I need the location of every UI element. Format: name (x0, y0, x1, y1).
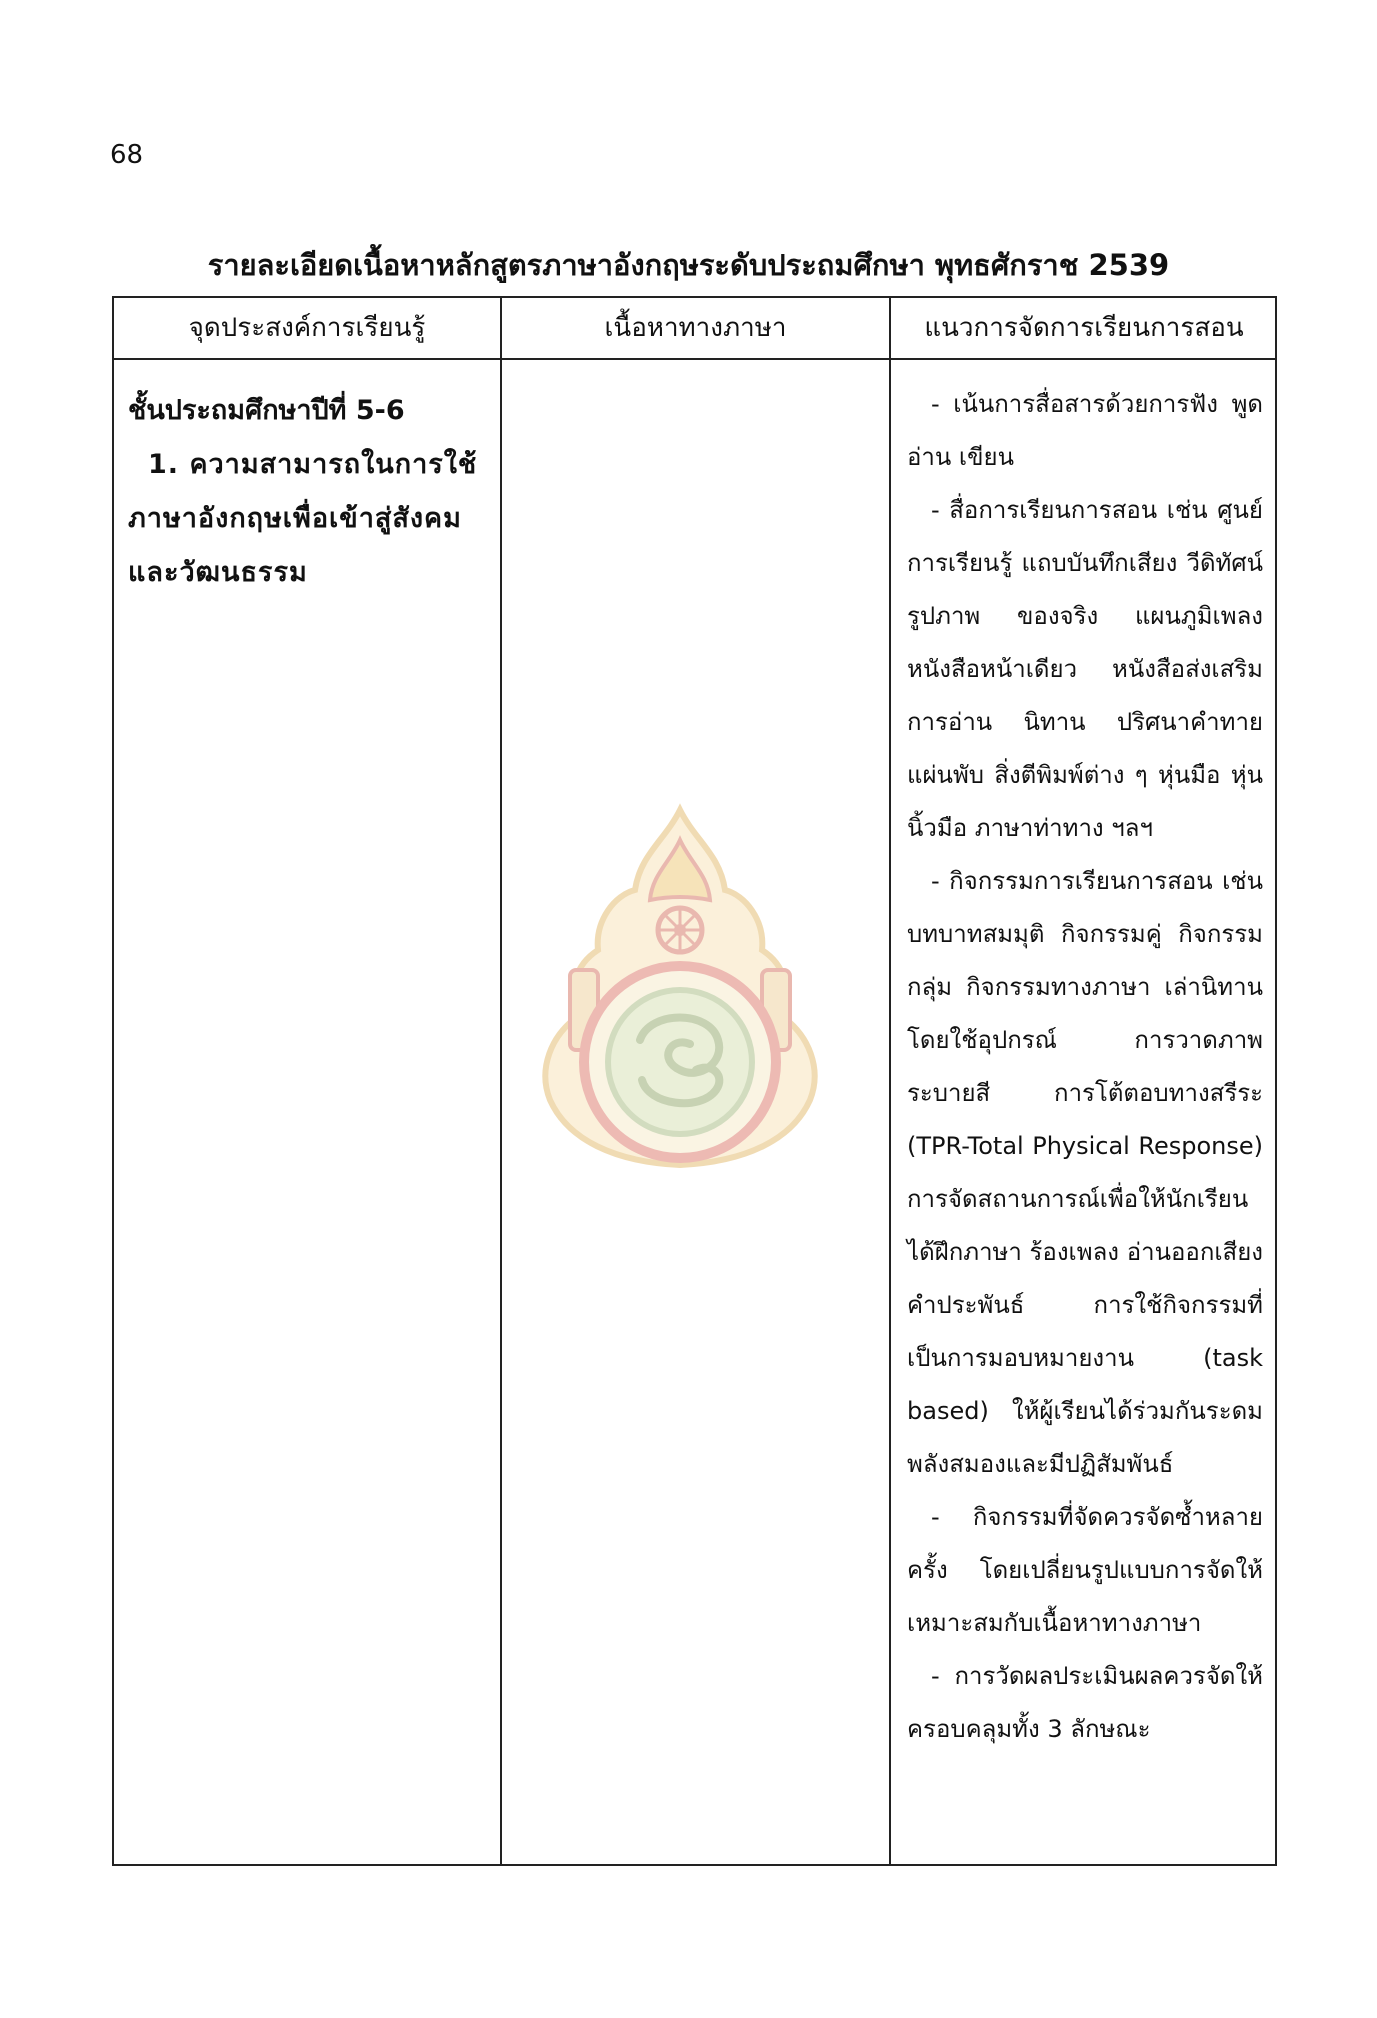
teaching-guidelines-cell (907, 378, 1263, 1756)
page-number: 68 (110, 140, 144, 170)
office-seal-icon (530, 800, 830, 1170)
column-divider (500, 298, 502, 1864)
guideline-item: - การวัดผลประเมินผลควรจัดให้ครอบคลุมทั้ง 3 ลักษณะ (907, 1662, 1263, 1743)
header-language-content: เนื้อหาทางภาษา (604, 313, 787, 343)
guideline-item: - กิจกรรมการเรียนการสอน เช่น บทบาทสมมุติ กิจกรรมคู่ กิจกรรมกลุ่ม กิจกรรมทางภาษา เล่านิทานโดยใช้อุปกรณ์ การวาดภาพ ระบายสี การโต้ตอบทางสรีระ (TPR-Total Physical Response) การจัดสถานการณ์เพื่อให้นักเรียนได้ฝึกภาษา ร้องเพลง อ่านออกเสียงคำประพันธ์ การใช้กิจกรรมที่เป็นการมอบหมายงาน (task based) ให้ผู้เรียนได้ร่วมกันระดมพลังสมองและมีปฏิสัมพันธ์ (907, 867, 1263, 1478)
grade-level: ชั้นประถมศึกษาปีที่ 5-6 (128, 395, 405, 426)
guideline-item: - สื่อการเรียนการสอน เช่น ศูนย์การเรียนรู้ แถบบันทึกเสียง วีดิทัศน์ รูปภาพ ของจริง แผนภูมิเพลง หนังสือหน้าเดียว หนังสือส่งเสริมการอ่าน นิทาน ปริศนาคำทาย แผ่นพับ สิ่งตีพิมพ์ต่าง ๆ หุ่นมือ หุ่นนิ้วมือ ภาษาท่าทาง ฯลฯ (907, 496, 1263, 842)
guideline-item: - เน้นการสื่อสารด้วยการฟัง พูด อ่าน เขียน (907, 390, 1263, 471)
header-learning-objectives: จุดประสงค์การเรียนรู้ (188, 313, 426, 343)
header-divider (114, 358, 1275, 360)
objective-item: 1. ความสามารถในการใช้ภาษาอังกฤษเพื่อเข้าสู่สังคมและวัฒนธรรม (128, 449, 478, 588)
header-teaching-guidelines: แนวการจัดการเรียนการสอน (924, 313, 1244, 343)
objectives-cell (128, 384, 488, 600)
column-divider (889, 298, 891, 1864)
guideline-item: - กิจกรรมที่จัดควรจัดซ้ำหลายครั้ง โดยเปลี่ยนรูปแบบการจัดให้เหมาะสมกับเนื้อหาทางภาษา (907, 1503, 1263, 1637)
document-title: รายละเอียดเนื้อหาหลักสูตรภาษาอังกฤษระดับประถมศึกษา พุทธศักราช 2539 (207, 248, 1170, 282)
